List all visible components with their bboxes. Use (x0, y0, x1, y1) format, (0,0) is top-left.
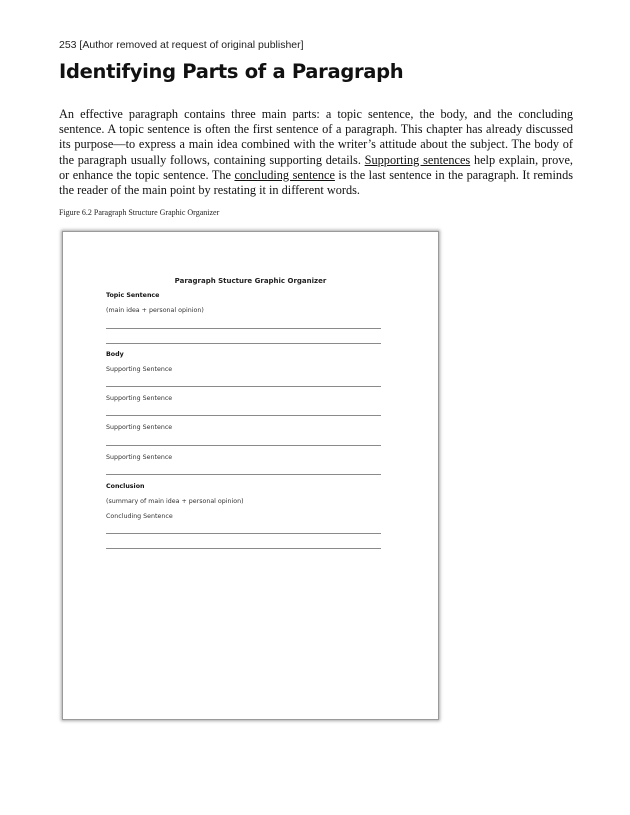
concluding-sentence-link[interactable]: concluding sentence (234, 167, 335, 182)
topic-line-1 (106, 328, 381, 329)
paragraph-text-3: is the last sentence in the paragraph. It reminds the reader of the main point by restating it in different words. (59, 167, 574, 198)
paragraph-text-2: help explain, prove, or enhance the topic sentence. The (59, 152, 573, 182)
supporting-line-3 (106, 445, 381, 446)
page-title: Identifying Parts of a Paragraph (59, 60, 404, 83)
figure-caption: Figure 6.2 Paragraph Structure Graphic Organizer (59, 208, 220, 217)
supporting-sentence-1: Supporting Sentence (106, 366, 173, 373)
topic-line-2 (106, 343, 381, 344)
concluding-line-2 (106, 548, 381, 549)
supporting-sentences-link[interactable]: Supporting sentences (364, 152, 471, 167)
conclusion-note: (summary of main idea + personal opinion) (106, 498, 244, 505)
page-header: 253 [Author removed at request of original publisher] (59, 39, 304, 51)
supporting-sentence-2: Supporting Sentence (106, 395, 173, 402)
topic-sentence-heading: Topic Sentence (106, 292, 160, 299)
graphic-organizer-figure (62, 231, 439, 720)
topic-sentence-note: (main idea + personal opinion) (106, 307, 204, 314)
conclusion-heading: Conclusion (106, 483, 145, 490)
paragraph-text-1: An effective paragraph contains three main parts: a topic sentence, the body, and the concluding sentence. A topic sentence is often the first sentence of a paragraph. This chapter has already discussed its purpose—to express a main idea combined with the writer’s attitude about the subject. The body of the paragraph usually follows, containing supporting details. (59, 107, 573, 167)
concluding-sentence-label: Concluding Sentence (106, 513, 173, 520)
supporting-sentence-3: Supporting Sentence (106, 424, 173, 431)
organizer-title: Paragraph Stucture Graphic Organizer (174, 277, 327, 285)
supporting-line-1 (106, 386, 381, 387)
supporting-sentence-4: Supporting Sentence (106, 454, 173, 461)
concluding-line-1 (106, 533, 381, 534)
supporting-line-4 (106, 474, 381, 475)
body-paragraph (59, 107, 573, 198)
supporting-line-2 (106, 415, 381, 416)
body-heading: Body (106, 351, 124, 358)
